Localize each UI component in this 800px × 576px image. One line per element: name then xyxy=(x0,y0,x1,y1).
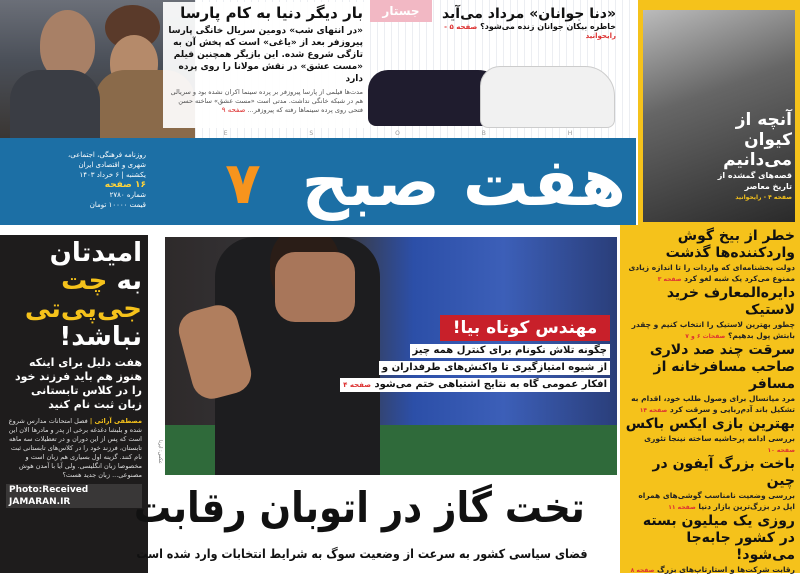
parsa-title: بار دیگر دنیا به کام پارسا xyxy=(180,4,363,22)
caption-ref: صفحه ۴ xyxy=(343,381,371,389)
page-count: ۱۶ صفحه xyxy=(104,180,146,190)
news-title: بهترین بازی ایکس باکس xyxy=(625,416,795,432)
news-item[interactable] xyxy=(625,342,795,416)
masthead-info-line: شهری و اقتصادی ایران xyxy=(78,161,146,169)
news-title: باخت بزرگ آیفون در چین xyxy=(652,456,795,489)
caption-line: چگونه تلاش نکونام برای کنترل همه چیز xyxy=(410,344,610,358)
chatgpt-title: امیدتان به چت جی‌پی‌تی نباشد! xyxy=(24,238,142,352)
main-subheadline: فضای سیاسی کشور به سرعت از وضعیت سوگ به شرایط انتخابات وارد شده است xyxy=(136,546,588,561)
news-body: چطور بهترین لاستیک را انتخاب کنیم و چقدر بابتش پول بدهیم؟ صفحات ۶ و ۷ xyxy=(631,320,795,340)
logo-number: ۷ xyxy=(225,149,261,217)
issue-number: شماره ۲۷۸۰ xyxy=(109,191,146,199)
parsa-lead: «در انتهای شب» دومین سریال خانگی پارسا پیروزفر بعد از «یاغی» است که پخش آن به تازگی شروع شده. این بازیگر همچنین فیلم «مست عشق» در نقش مولانا را روی پرده دارد xyxy=(168,26,363,84)
main-headline[interactable]: تخت گاز در اتوبان رقابت xyxy=(134,483,586,532)
caption-line: از شیوه امتیازگیری تا واکنش‌های طرفداران و xyxy=(379,361,610,375)
news-item[interactable] xyxy=(625,228,795,285)
caption-line: افکار عمومی گاه به نتایج اشتباهی ختم می‌شود صفحه ۴ xyxy=(340,378,610,392)
right-news-column xyxy=(620,225,800,573)
parsa-article[interactable] xyxy=(163,2,367,128)
dena-title: «دنا جوانان» مرداد می‌آید xyxy=(441,6,616,22)
news-item[interactable] xyxy=(625,285,795,342)
news-body: دولت بخشنامه‌ای که واردات را تا اندازه زیادی ممنوع می‌کرد یک شبه لغو کرد صفحه ۳ xyxy=(628,263,795,283)
jostar-tag: جستار xyxy=(370,0,432,22)
news-item[interactable] xyxy=(625,456,795,513)
news-item[interactable] xyxy=(625,513,795,576)
caption-title[interactable]: مهندس کوتاه بیا! xyxy=(440,315,610,341)
dena-article[interactable] xyxy=(436,6,616,40)
news-title: سرقت چند صد دلاری صاحب مسافرخانه از مسافر xyxy=(649,342,795,392)
chatgpt-body: مصطفی آرائی | فصل امتحانات مدارس شروع شده و بلبشا دغدغه برخی از پدر و مادرها الان این است که پس از این دوران و در تعطیلات سه ماهه تابستان، فرزند خود را در کلاس‌های تابستانی ثبت نام کنند. گزینه اول بسیاری هم زبان است و مخصوصا زبان انگلیسی. ولی آیا با آمدن هوش مصنوعی... زبان جدید هست؟ xyxy=(8,417,142,479)
chatgpt-subtitle: هفت دلیل برای اینکه هنوز هم باید فرزند خود را در کلاس تابستانی زبان ثبت نام کنید xyxy=(15,356,142,411)
news-body: رقابت شرکت‌ها و استارتاپ‌های بزرگ صفحه ۸ xyxy=(630,565,795,574)
white-car-image xyxy=(480,66,615,128)
masthead-info xyxy=(6,150,146,210)
masthead-info-line: روزنامه فرهنگی، اجتماعی، xyxy=(68,151,146,159)
keyvan-ref: صفحه ۴ - رایحوانید xyxy=(735,194,792,201)
news-body: بررسی ادامه پرحاشیه ساخته نینجا تئوری صفحه ۱۰ xyxy=(644,434,795,454)
parsa-body: مدت‌ها فیلمی از پارسا پیروزفر بر پرده سینما اکران نشده بود و سریالی هم در شبکه خانگی نداشت. مدتی است «مست عشق» ساخته حسن فتحی روی پرده سینماها رفته که پیروزفر... صفحه ۹ xyxy=(170,88,363,114)
price: قیمت ۱۰۰۰۰ تومان xyxy=(89,201,146,209)
keyvan-article[interactable] xyxy=(700,110,792,203)
dena-subtitle: خاطره بیکان جوانان زنده می‌شود؟ صفحه ۵ - رایحوانید xyxy=(444,22,616,40)
news-item[interactable] xyxy=(625,416,795,456)
masthead-date: یکشنبه | ۶ خرداد ۱۴۰۳ xyxy=(79,171,146,179)
author: مصطفی آرائی | xyxy=(89,417,142,425)
news-title: خطر از بیخ گوش واردکننده‌ها گذشت xyxy=(665,228,795,261)
news-title: دایره‌المعارف خرید لاستیک xyxy=(666,285,795,318)
masthead-strip: E S O B H xyxy=(223,130,613,137)
news-title: روزی یک میلیون بسته در کشور جابه‌جا می‌شود! xyxy=(642,513,795,563)
news-body: بررسی وضعیت نامناسب گوشی‌های همراه اپل در بزرگ‌ترین بازار دنیا صفحه ۱۱ xyxy=(638,491,795,511)
keyvan-title: آنچه از کیوان می‌دانیم xyxy=(723,110,792,170)
news-body: مرد میانسال برای وصول طلب خود، اقدام به تشکیل باند آدم‌ربایی و سرقت کرد صفحه ۱۴ xyxy=(631,394,795,414)
keyvan-subtitle: قصه‌های گمشده از تاریخ معاصر xyxy=(717,171,792,191)
dena-ref: صفحه ۵ - رایحوانید xyxy=(444,23,616,40)
parsa-ref: صفحه ۹ xyxy=(221,106,246,114)
photo-credit: عکس: ایرنا xyxy=(157,440,163,464)
watermark: Photo:Received JAMARAN.IR xyxy=(6,484,142,508)
newspaper-logo[interactable]: هفت صبح xyxy=(301,144,626,221)
